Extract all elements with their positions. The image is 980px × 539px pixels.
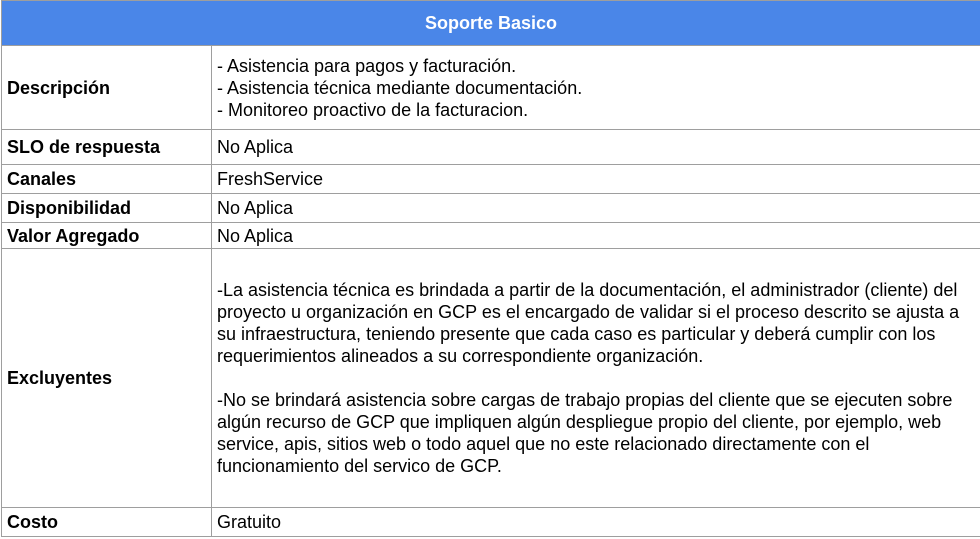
table-row-disponibilidad [2, 194, 980, 223]
excluyentes-paragraph: -No se brindará asistencia sobre cargas de trabajo propias del cliente que se ejecuten sobre algún recurso de GCP que impliquen algún despliegue propio del cliente, por ejemplo, web service, apis, sitios web o todo aquel que no este relacionado directamente con el funcionamiento del servico de GCP. [217, 390, 953, 476]
descripcion-line: - Asistencia técnica mediante documentación. [217, 77, 583, 98]
table-header-row [2, 1, 980, 46]
row-label-slo: SLO de respuesta [2, 130, 212, 165]
row-value-costo: Gratuito [212, 508, 980, 537]
table-row-slo [2, 130, 980, 165]
row-value-excluyentes [212, 249, 980, 508]
table-row-valor-agregado [2, 223, 980, 249]
row-value-descripcion [212, 46, 980, 130]
row-label-costo: Costo [2, 508, 212, 537]
excluyentes-paragraph: -La asistencia técnica es brindada a partir de la documentación, el administrador (cliente) del proyecto u organización en GCP es el encargado de validar si el proceso descrito se ajusta a su infraestructura, teniendo presente que cada caso es particular y deberá cumplir con los requerimientos alineados a su correspondiente organización. [217, 280, 960, 366]
row-label-disponibilidad: Disponibilidad [2, 194, 212, 223]
row-value-slo: No Aplica [212, 130, 980, 165]
table-title: Soporte Basico [2, 1, 980, 46]
row-label-descripcion: Descripción [2, 46, 212, 130]
paragraph-spacer [217, 367, 975, 389]
row-value-canales: FreshService [212, 165, 980, 194]
descripcion-line: - Asistencia para pagos y facturación. [217, 55, 517, 76]
row-value-valor-agregado: No Aplica [212, 223, 980, 249]
row-label-excluyentes: Excluyentes [2, 249, 212, 508]
row-label-canales: Canales [2, 165, 212, 194]
support-plan-table [1, 0, 980, 537]
table-row-descripcion [2, 46, 980, 130]
table-row-excluyentes [2, 249, 980, 508]
descripcion-line: - Monitoreo proactivo de la facturacion. [217, 99, 529, 120]
table-row-canales [2, 165, 980, 194]
row-value-disponibilidad: No Aplica [212, 194, 980, 223]
row-label-valor-agregado: Valor Agregado [2, 223, 212, 249]
table-row-costo [2, 508, 980, 537]
